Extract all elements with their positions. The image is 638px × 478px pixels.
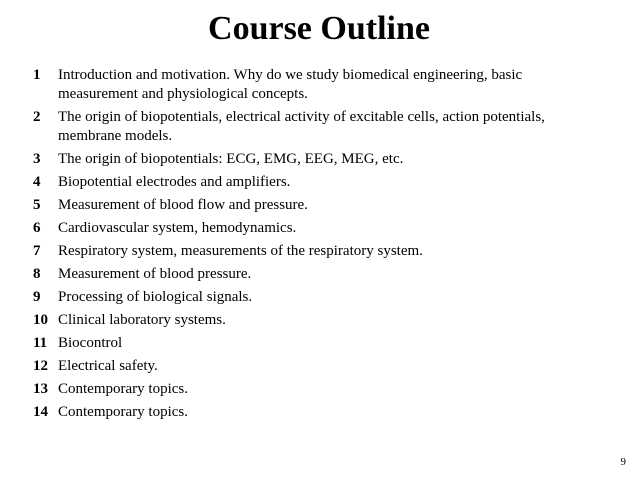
item-number: 3: [33, 151, 41, 167]
item-number: 11: [33, 335, 48, 351]
item-number: 5: [33, 197, 41, 213]
slide-title: Course Outline: [208, 10, 430, 47]
item-text: Processing of biological signals.: [58, 289, 253, 305]
item-text: The origin of biopotentials, electrical activity of excitable cells, action potentials, membrane models.: [58, 109, 545, 144]
outline-item: [33, 265, 593, 284]
item-number: 9: [33, 289, 41, 305]
item-number: 4: [33, 174, 41, 190]
outline-item: [33, 173, 593, 192]
outline-item: [33, 311, 593, 330]
outline-item: [33, 219, 593, 238]
item-number: 8: [33, 266, 41, 282]
item-number: 7: [33, 243, 41, 259]
item-text: Biopotential electrodes and amplifiers.: [58, 174, 291, 190]
item-number: 12: [33, 358, 48, 374]
item-text: Measurement of blood pressure.: [58, 266, 252, 282]
outline-item: [33, 150, 593, 169]
item-text: Electrical safety.: [58, 358, 158, 374]
item-number: 10: [33, 312, 48, 328]
outline-item: [33, 108, 593, 146]
item-text: Introduction and motivation. Why do we study biomedical engineering, basic measurement and physiological concepts.: [58, 67, 523, 102]
course-outline-list: [33, 66, 593, 426]
outline-item: [33, 242, 593, 261]
item-text: Contemporary topics.: [58, 404, 188, 420]
outline-item: [33, 196, 593, 215]
page-number: 9: [620, 456, 626, 468]
item-text: Contemporary topics.: [58, 381, 188, 397]
outline-item: [33, 334, 593, 353]
item-text: Biocontrol: [58, 335, 123, 351]
outline-item: [33, 66, 593, 104]
item-number: 1: [33, 67, 41, 83]
item-text: Clinical laboratory systems.: [58, 312, 226, 328]
outline-item: [33, 288, 593, 307]
outline-item: [33, 380, 593, 399]
item-number: 6: [33, 220, 41, 236]
outline-item: [33, 403, 593, 422]
item-text: Measurement of blood flow and pressure.: [58, 197, 308, 213]
item-text: Respiratory system, measurements of the respiratory system.: [58, 243, 423, 259]
item-text: The origin of biopotentials: ECG, EMG, EEG, MEG, etc.: [58, 151, 404, 167]
item-number: 2: [33, 109, 41, 125]
item-number: 13: [33, 381, 48, 397]
outline-item: [33, 357, 593, 376]
item-text: Cardiovascular system, hemodynamics.: [58, 220, 297, 236]
item-number: 14: [33, 404, 48, 420]
